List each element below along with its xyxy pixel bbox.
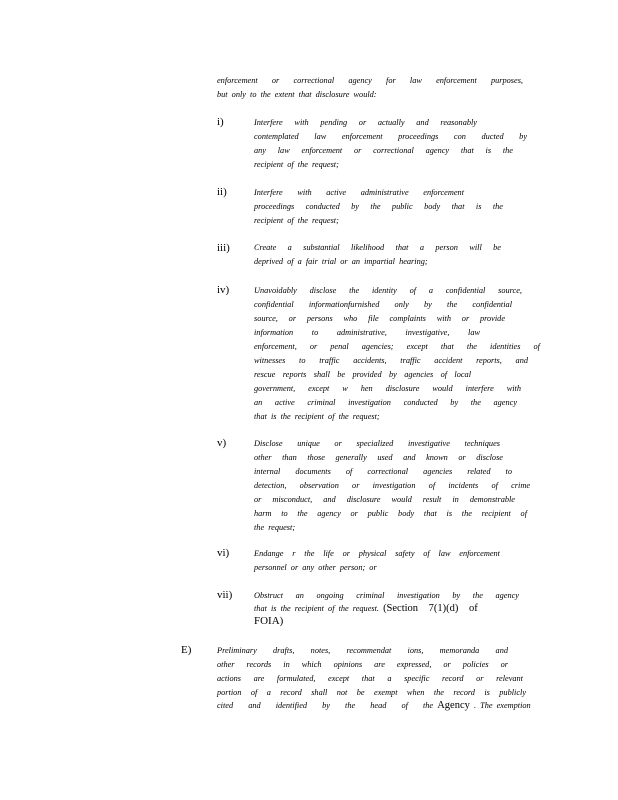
item-v-line-1: Disclose unique or specialized investigative techniques xyxy=(254,439,500,448)
item-vii-line-2 xyxy=(254,603,478,614)
item-v-line-3: internal documents of correctional agencies related to xyxy=(254,467,512,476)
item-vii-citation: (Section 7(1)(d) of xyxy=(383,603,478,614)
item-v-line-6: harm to the agency or public body that is the recipient of xyxy=(254,509,527,518)
intro-line-1: enforcement or correctional agency for law enforcement purposes, xyxy=(217,76,523,85)
section-label-e: E) xyxy=(181,644,192,656)
item-iv-line-6: witnesses to traffic accidents, traffic accident reports, and xyxy=(254,356,528,365)
item-vii-line-1: Obstruct an ongoing criminal investigation by the agency xyxy=(254,591,519,600)
section-e-line-2: other records in which opinions are expressed, or policies or xyxy=(217,660,508,669)
item-label-iii: iii) xyxy=(217,242,230,254)
section-e-line-5 xyxy=(217,700,531,711)
item-iii-line-2: deprived of a fair trial or an impartial hearing; xyxy=(254,257,428,266)
section-e-line-4: portion of a record shall not be exempt when the record is publicly xyxy=(217,688,526,697)
section-e-line-5-a: cited and identified by the head of the xyxy=(217,701,434,710)
item-ii-line-2: proceedings conducted by the public body that is the xyxy=(254,202,503,211)
item-i-line-4: recipient of the request; xyxy=(254,160,339,169)
item-label-ii: ii) xyxy=(217,186,227,198)
item-label-vi: vi) xyxy=(217,547,230,559)
item-label-iv: iv) xyxy=(217,284,230,296)
item-label-vii: vii) xyxy=(217,589,233,601)
item-label-v: v) xyxy=(217,437,227,449)
item-iii-line-1: Create a substantial likelihood that a person will be xyxy=(254,243,501,252)
item-iv-line-2: confidential informationfurnished only by the confidential xyxy=(254,300,512,309)
item-v-line-5: or misconduct, and disclosure would result in demonstrable xyxy=(254,495,515,504)
item-v-line-7: the request; xyxy=(254,523,296,532)
item-v-line-2: other than those generally used and known or disclose xyxy=(254,453,503,462)
item-iv-line-7: rescue reports shall be provided by agencies of local xyxy=(254,370,471,379)
item-iv-line-3: source, or persons who file complaints with or provide xyxy=(254,314,505,323)
item-vi-line-1: Endange r the life or physical safety of law enforcement xyxy=(254,549,500,558)
item-i-line-1: Interfere with pending or actually and reasonably xyxy=(254,118,477,127)
item-iv-line-1: Unavoidably disclose the identity of a confidential source, xyxy=(254,286,522,295)
item-ii-line-1: Interfere with active administrative enforcement xyxy=(254,188,464,197)
section-e-line-1: Preliminary drafts, notes, recommendat ions, memoranda and xyxy=(217,646,508,655)
item-i-line-2: contemplated law enforcement proceedings con ducted by xyxy=(254,132,527,141)
section-e-line-5-b: . The exemption xyxy=(473,701,531,710)
item-iv-line-8: government, except w hen disclosure would interfere with xyxy=(254,384,521,393)
intro-line-2: but only to the extent that disclosure would: xyxy=(217,90,377,99)
item-iv-line-4: information to administrative, investigative, law xyxy=(254,328,480,337)
item-label-i: i) xyxy=(217,116,224,128)
item-iv-line-10: that is the recipient of the request; xyxy=(254,412,380,421)
item-i-line-3: any law enforcement or correctional agency that is the xyxy=(254,146,513,155)
item-v-line-4: detection, observation or investigation of incidents of crime xyxy=(254,481,530,490)
item-iv-line-5: enforcement, or penal agencies; except that the identities of xyxy=(254,342,540,351)
section-e-line-3: actions are formulated, except that a specific record or relevant xyxy=(217,674,523,683)
item-ii-line-3: recipient of the request; xyxy=(254,216,339,225)
section-e-agency: Agency xyxy=(437,700,470,711)
item-vii-line-3: FOIA) xyxy=(254,615,284,627)
item-vii-line-2-italic: that is the recipient of the request. xyxy=(254,604,379,613)
item-iv-line-9: an active criminal investigation conducted by the agency xyxy=(254,398,517,407)
item-vi-line-2: personnel or any other person; or xyxy=(254,563,377,572)
